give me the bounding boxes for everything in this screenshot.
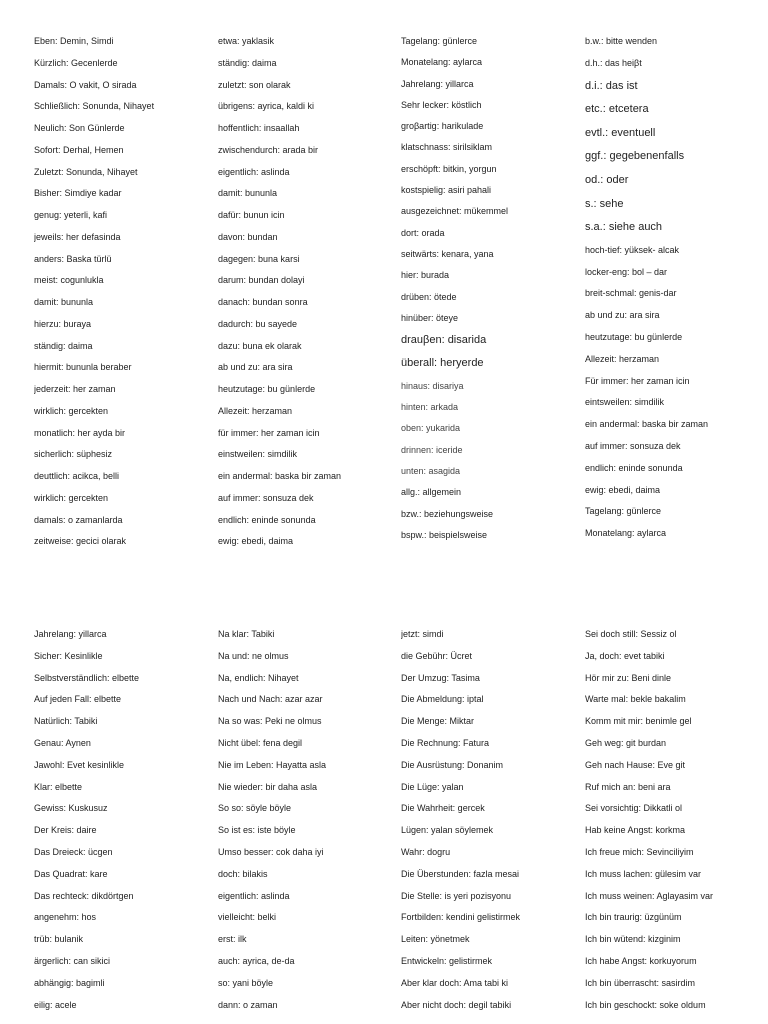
vocab-entry: dazu: buna ek olarak <box>218 340 302 351</box>
vocab-entry: Ich bin wütend: kizginim <box>585 934 681 945</box>
vocab-entry: Das Dreieck: ücgen <box>34 846 113 857</box>
vocab-entry: ein andermal: baska bir zaman <box>218 471 342 481</box>
vocab-entry: Geh nach Hause: Eve git <box>585 759 686 770</box>
top-column-2 <box>218 35 388 557</box>
vocab-entry: Hör mir zu: Beni dinle <box>585 672 672 683</box>
vocab-entry: Sofort: Derhal, Hemen <box>34 144 124 155</box>
vocab-entry: ausgezeichnet: mükemmel <box>401 206 509 217</box>
vocab-entry: Sei doch still: Sessiz ol <box>585 629 677 639</box>
vocab-entry: drinnen: iceride <box>401 444 463 455</box>
vocab-entry: d.h.: das heiβt <box>585 57 642 68</box>
vocab-entry: damit: bununla <box>34 297 94 307</box>
vocab-entry: klatschnass: sirilsiklam <box>401 142 493 153</box>
vocab-entry: Damals: O vakit, O sirada <box>34 79 137 90</box>
vocab-entry: ständig: daima <box>34 340 93 351</box>
vocab-entry: groβartig: harikulade <box>401 121 484 132</box>
bottom-column-4 <box>585 628 765 1020</box>
vocab-entry: eigentlich: aslinda <box>218 890 290 901</box>
vocab-entry: So ist es: iste böyle <box>218 825 296 836</box>
vocab-entry: locker-eng: bol – dar <box>585 266 668 277</box>
vocab-entry: so: yani böyle <box>218 977 274 988</box>
vocab-entry: Ich bin geschockt: soke oldum <box>585 999 706 1010</box>
vocab-entry: ewig: ebedi, daima <box>585 484 661 495</box>
vocab-entry: Für immer: her zaman icin <box>585 375 690 386</box>
vocab-entry: Nie im Leben: Hayatta asla <box>218 759 327 770</box>
vocab-entry: hinten: arkada <box>401 402 459 413</box>
vocab-entry: Klar: elbette <box>34 781 83 792</box>
vocab-entry: trüb: bulanik <box>34 934 84 945</box>
vocab-entry: Tagelang: günlerce <box>401 36 478 46</box>
vocab-entry: einstweilen: simdilik <box>218 449 298 460</box>
vocab-entry: s.a.: siehe auch <box>585 221 663 234</box>
vocab-entry: Die Ausrüstung: Donanim <box>401 759 504 770</box>
vocab-entry: Ruf mich an: beni ara <box>585 781 671 792</box>
vocab-entry: Umso besser: cok daha iyi <box>218 846 324 857</box>
vocab-entry: monatlich: her ayda bir <box>34 427 126 438</box>
vocab-entry: danach: bundan sonra <box>218 297 308 307</box>
vocab-entry: etwa: yaklasik <box>218 36 275 46</box>
vocab-entry: Ja, doch: evet tabiki <box>585 650 665 661</box>
vocab-entry: Allezeit: herzaman <box>218 405 293 416</box>
vocab-entry: Ich bin überrascht: sasirdim <box>585 977 696 988</box>
vocab-entry: hinüber: öteye <box>401 312 459 323</box>
vocab-entry: dadurch: bu sayede <box>218 318 298 329</box>
vocab-entry: Die Lüge: yalan <box>401 781 464 792</box>
vocab-entry: Der Kreis: daire <box>34 825 97 836</box>
vocab-entry: Zuletzt: Sonunda, Nihayet <box>34 166 138 177</box>
vocab-entry: Aber nicht doch: degil tabiki <box>401 999 512 1010</box>
vocab-entry: jetzt: simdi <box>401 629 444 639</box>
vocab-entry: Die Stelle: is yeri pozisyonu <box>401 890 512 901</box>
vocab-entry: Tagelang: günlerce <box>585 506 662 517</box>
vocab-entry: anders: Baska türlü <box>34 253 112 264</box>
vocab-entry: erschöpft: bitkin, yorgun <box>401 163 497 174</box>
vocab-entry: Ich habe Angst: korkuyorum <box>585 955 697 966</box>
vocab-entry: ab und zu: ara sira <box>585 310 660 321</box>
vocab-entry: überall: heryerde <box>401 357 484 370</box>
vocab-entry: Wahr: dogru <box>401 846 451 857</box>
vocab-entry: Hab keine Angst: korkma <box>585 825 686 836</box>
vocab-entry: Bisher: Simdiye kadar <box>34 188 122 199</box>
vocab-entry: eilig: acele <box>34 999 77 1010</box>
vocab-entry: evtl.: eventuell <box>585 126 656 139</box>
vocab-entry: Leiten: yönetmek <box>401 934 470 945</box>
vocab-entry: Das rechteck: dikdörtgen <box>34 890 134 901</box>
vocab-entry: Allezeit: herzaman <box>585 353 660 364</box>
vocab-entry: etc.: etcetera <box>585 103 649 116</box>
vocab-entry: unten: asagida <box>401 465 461 476</box>
vocab-entry: allg.: allgemein <box>401 487 462 498</box>
vocab-entry: auf immer: sonsuza dek <box>218 492 314 503</box>
vocab-entry: Nicht übel: fena degil <box>218 737 303 748</box>
vocab-entry: abhängig: bagimli <box>34 977 105 988</box>
vocab-entry: Auf jeden Fall: elbette <box>34 694 122 705</box>
vocab-entry: davon: bundan <box>218 231 278 242</box>
vocab-entry: Jahrelang: yillarca <box>401 78 474 89</box>
vocab-entry: eigentlich: aslinda <box>218 166 290 177</box>
vocab-entry: oben: yukarida <box>401 423 461 434</box>
vocab-entry: heutzutage: bu günlerde <box>585 331 683 342</box>
vocab-entry: Na und: ne olmus <box>218 650 289 661</box>
vocab-entry: breit-schmal: genis-dar <box>585 288 677 299</box>
vocab-entry: Die Abmeldung: iptal <box>401 694 484 705</box>
vocab-entry: kostspielig: asiri pahali <box>401 185 492 196</box>
vocab-entry: ab und zu: ara sira <box>218 362 293 373</box>
vocab-entry: hoffentlich: insaallah <box>218 123 300 133</box>
bottom-column-2 <box>218 628 388 1020</box>
top-column-3 <box>401 35 576 550</box>
vocab-entry: erst: ilk <box>218 934 247 945</box>
vocab-entry: Die Überstunden: fazla mesai <box>401 868 520 879</box>
vocab-entry: Monatelang: aylarca <box>401 57 483 68</box>
vocab-entry: Geh weg: git burdan <box>585 737 667 748</box>
vocab-entry: ärgerlich: can sikici <box>34 955 111 966</box>
vocab-entry: d.i.: das ist <box>585 79 638 92</box>
vocab-entry: Ich bin traurig: üzgünüm <box>585 912 682 923</box>
vocab-entry: zuletzt: son olarak <box>218 79 291 90</box>
vocab-entry: Genau: Aynen <box>34 737 91 748</box>
vocab-entry: Selbstverständlich: elbette <box>34 672 140 683</box>
vocab-entry: jeweils: her defasinda <box>34 231 121 242</box>
vocab-entry: Sehr lecker: köstlich <box>401 99 482 110</box>
vocab-entry: dagegen: buna karsi <box>218 253 300 264</box>
vocab-entry: s.: sehe <box>585 197 624 210</box>
vocab-entry: die Gebühr: Ücret <box>401 650 473 661</box>
vocab-entry: Die Menge: Miktar <box>401 716 475 727</box>
vocab-entry: ständig: daima <box>218 57 277 68</box>
vocab-entry: Schließlich: Sonunda, Nihayet <box>34 101 155 112</box>
vocab-entry: Ich muss weinen: Aglayasim var <box>585 890 714 901</box>
vocab-entry: drauβen: disarida <box>401 334 487 347</box>
vocab-entry: drüben: ötede <box>401 291 457 302</box>
vocab-entry: Die Wahrheit: gercek <box>401 803 485 814</box>
vocab-entry: angenehm: hos <box>34 912 97 923</box>
vocab-entry: deuttlich: acikca, belli <box>34 471 120 481</box>
vocab-entry: dort: orada <box>401 227 445 238</box>
vocab-entry: Entwickeln: gelistirmek <box>401 955 493 966</box>
vocab-entry: wirklich: gercekten <box>34 492 109 503</box>
vocab-entry: eintsweilen: simdilik <box>585 397 665 408</box>
bottom-column-1 <box>34 628 204 1020</box>
vocab-entry: Sei vorsichtig: Dikkatli ol <box>585 803 683 814</box>
vocab-entry: hierzu: buraya <box>34 318 92 329</box>
top-column-1 <box>34 35 204 557</box>
vocab-entry: Ich muss lachen: gülesim var <box>585 868 702 879</box>
vocab-entry: genug: yeterli, kafi <box>34 210 108 220</box>
bottom-column-3 <box>401 628 576 1020</box>
vocab-entry: hiermit: bununla beraber <box>34 362 132 373</box>
vocab-entry: hinaus: disariya <box>401 380 464 391</box>
vocab-entry: auch: ayrica, de-da <box>218 955 295 966</box>
vocab-entry: endlich: eninde sonunda <box>585 462 683 473</box>
vocab-entry: ein andermal: baska bir zaman <box>585 419 709 430</box>
vocab-entry: übrigens: ayrica, kaldi ki <box>218 101 315 112</box>
vocab-entry: damals: o zamanlarda <box>34 514 123 525</box>
vocab-entry: meist: cogunlukla <box>34 275 104 286</box>
vocab-entry: Gewiss: Kuskusuz <box>34 803 108 814</box>
vocab-entry: Der Umzug: Tasima <box>401 672 480 683</box>
vocab-entry: Warte mal: bekle bakalim <box>585 694 686 705</box>
vocab-entry: zeitweise: gecici olarak <box>34 536 127 547</box>
vocab-entry: Jahrelang: yillarca <box>34 629 107 639</box>
vocab-entry: darum: bundan dolayi <box>218 275 305 286</box>
vocab-entry: ewig: ebedi, daima <box>218 536 294 547</box>
vocab-entry: jederzeit: her zaman <box>34 384 116 394</box>
vocab-entry: Das Quadrat: kare <box>34 868 108 879</box>
vocab-entry: zwischendurch: arada bir <box>218 144 319 155</box>
vocab-entry: Aber klar doch: Ama tabi ki <box>401 977 509 988</box>
vocab-entry: heutzutage: bu günlerde <box>218 384 316 394</box>
vocab-entry: Neulich: Son Günlerde <box>34 123 125 133</box>
vocab-entry: dann: o zaman <box>218 999 278 1010</box>
vocab-entry: b.w.: bitte wenden <box>585 36 658 46</box>
vocab-entry: Eben: Demin, Simdi <box>34 36 114 46</box>
vocab-entry: endlich: eninde sonunda <box>218 514 316 525</box>
vocab-entry: für immer: her zaman icin <box>218 427 320 438</box>
vocab-entry: bzw.: beziehungsweise <box>401 508 494 519</box>
vocab-entry: Fortbilden: kendini gelistirmek <box>401 912 521 923</box>
vocab-entry: dafür: bunun icin <box>218 210 285 220</box>
vocab-entry: doch: bilakis <box>218 868 268 879</box>
top-column-4 <box>585 35 765 549</box>
vocab-entry: sicherlich: süphesiz <box>34 449 113 460</box>
vocab-entry: auf immer: sonsuza dek <box>585 440 681 451</box>
vocab-entry: ggf.: gegebenenfalls <box>585 150 685 163</box>
vocab-entry: Na so was: Peki ne olmus <box>218 716 322 727</box>
vocab-entry: Ich freue mich: Sevinciliyim <box>585 846 694 857</box>
vocab-entry: damit: bununla <box>218 188 278 199</box>
vocab-entry: od.: oder <box>585 173 629 186</box>
vocab-entry: Natürlich: Tabiki <box>34 716 98 727</box>
vocab-entry: wirklich: gercekten <box>34 405 109 416</box>
vocab-entry: hier: burada <box>401 270 450 281</box>
vocab-entry: hoch-tief: yüksek- alcak <box>585 244 680 255</box>
vocab-entry: Jawohl: Evet kesinlikle <box>34 759 125 770</box>
vocab-entry: vielleicht: belki <box>218 912 277 923</box>
vocab-entry: Na klar: Tabiki <box>218 629 275 639</box>
vocab-entry: bspw.: beispielsweise <box>401 529 488 540</box>
vocab-entry: Komm mit mir: benimle gel <box>585 716 692 727</box>
vocab-entry: seitwärts: kenara, yana <box>401 248 494 259</box>
vocab-entry: So so: söyle böyle <box>218 803 292 814</box>
vocab-entry: Die Rechnung: Fatura <box>401 737 490 748</box>
vocab-entry: Na, endlich: Nihayet <box>218 672 299 683</box>
vocab-entry: Nie wieder: bir daha asla <box>218 781 318 792</box>
vocab-entry: Nach und Nach: azar azar <box>218 694 323 705</box>
vocab-entry: Kürzlich: Gecenlerde <box>34 57 118 68</box>
vocab-entry: Sicher: Kesinlikle <box>34 650 103 661</box>
vocab-entry: Lügen: yalan söylemek <box>401 825 494 836</box>
vocab-entry: Monatelang: aylarca <box>585 528 667 539</box>
